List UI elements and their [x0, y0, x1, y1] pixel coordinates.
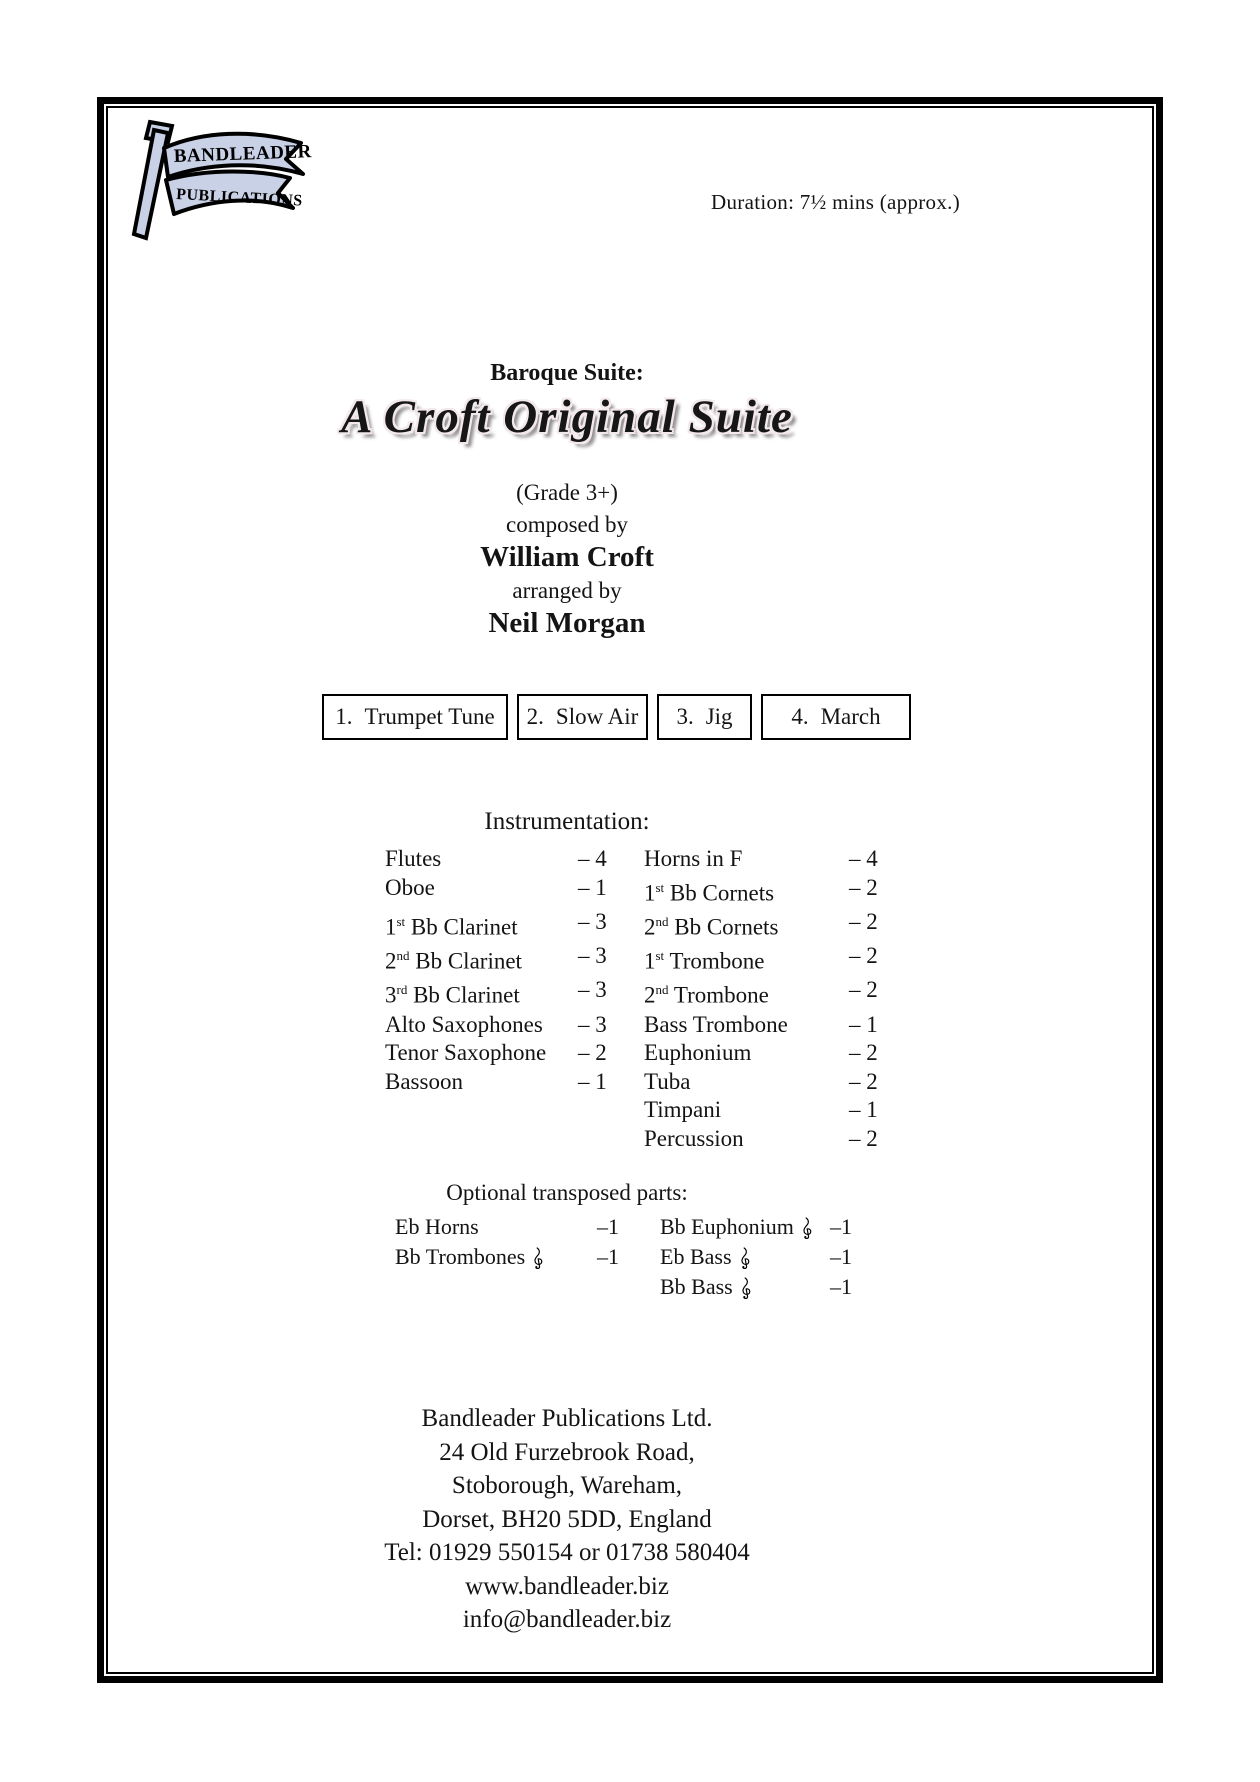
movement-box — [322, 694, 508, 740]
treble-clef-icon — [800, 1217, 812, 1239]
movement-box — [517, 694, 648, 740]
instrument-name — [385, 1125, 578, 1154]
instrument-name: 1st Trombone — [644, 948, 765, 974]
instrument-count: – 4 — [849, 846, 878, 871]
instrument-name: 1st Bb Clarinet — [385, 913, 518, 940]
optional-part-name: Bb Trombones — [395, 1242, 597, 1272]
instrument-count: – 3 — [578, 943, 607, 969]
instrument-count: – 4 — [578, 846, 607, 871]
optional-part-count: –1 — [597, 1244, 619, 1269]
instrument-count — [578, 1125, 644, 1154]
series-label: Baroque Suite: — [490, 360, 644, 386]
logo-banner-text: PUBLICATIONS — [175, 186, 304, 210]
ordinal-suffix: st — [655, 948, 665, 964]
instrument-count: – 2 — [849, 908, 878, 934]
instrument-count: – 1 — [849, 1011, 878, 1037]
movement-name: Slow Air — [555, 704, 639, 729]
composer-name: William Croft — [480, 541, 654, 573]
instrument-name — [385, 1096, 578, 1125]
movement-name: Jig — [705, 704, 733, 729]
instrument-name: 2nd Bb Clarinet — [385, 948, 522, 974]
ordinal-suffix: rd — [396, 982, 408, 998]
footer-line: 24 Old Furzebrook Road, — [439, 1438, 695, 1466]
movement-number: 4. — [791, 704, 809, 729]
instrument-name: Percussion — [644, 1125, 744, 1151]
instrument-name: 1st Bb Cornets — [644, 879, 775, 906]
instrument-count: – 1 — [578, 1068, 607, 1094]
movement-number: 3. — [676, 704, 694, 729]
optional-part-name — [395, 1272, 597, 1302]
instrument-count: – 2 — [849, 1040, 878, 1066]
footer-line: Bandleader Publications Ltd. — [421, 1405, 713, 1432]
instrument-name: Oboe — [385, 874, 435, 900]
instrument-name: 3rd Bb Clarinet — [385, 982, 520, 1008]
treble-clef-icon — [738, 1247, 750, 1269]
optional-parts-table — [395, 1212, 890, 1302]
footer-line: info@bandleader.biz — [462, 1606, 672, 1633]
duration-text: Duration: 7½ mins (approx.) — [711, 190, 960, 214]
publisher-footer — [97, 1402, 1037, 1637]
movement-box — [657, 694, 752, 740]
arranged-by-label: arranged by — [512, 578, 622, 603]
instrument-count: – 2 — [849, 874, 878, 900]
optional-part-name: Bb Euphonium — [660, 1212, 830, 1242]
instrument-count: – 2 — [849, 977, 878, 1003]
instrument-name: Bass Trombone — [644, 1011, 788, 1037]
optional-part-count: –1 — [830, 1274, 852, 1299]
movement-name: March — [820, 704, 881, 729]
ordinal-suffix: nd — [655, 913, 669, 929]
ordinal-suffix: st — [396, 913, 406, 929]
grade-label: (Grade 3+) — [516, 480, 618, 505]
instrument-name: Tenor Saxophone — [385, 1040, 547, 1066]
flag-pole — [134, 130, 168, 238]
instrument-name: Timpani — [644, 1097, 722, 1123]
logo-banner-text: BANDLEADER — [173, 141, 313, 167]
ordinal-suffix: st — [655, 879, 665, 895]
footer-line: Tel: 01929 550154 or 01738 580404 — [384, 1539, 750, 1566]
suite-title: A Croft Original Suite — [341, 391, 793, 443]
ordinal-suffix: nd — [396, 948, 410, 964]
optional-part-name: Bb Bass — [660, 1272, 830, 1302]
optional-part-count: –1 — [830, 1214, 852, 1239]
instrument-name: Horns in F — [644, 846, 743, 871]
instrument-count: – 3 — [578, 908, 607, 934]
optional-part-name: Eb Horns — [395, 1214, 479, 1239]
instrument-count: – 2 — [849, 943, 878, 969]
movement-list — [322, 694, 911, 740]
treble-clef-icon — [531, 1247, 543, 1269]
bandleader-logo — [118, 118, 318, 243]
movement-name: Trumpet Tune — [364, 704, 495, 729]
instrument-name: Euphonium — [644, 1040, 752, 1066]
instrument-name: Tuba — [644, 1068, 691, 1094]
instrument-count — [578, 1096, 644, 1125]
instrument-count: – 1 — [578, 874, 607, 900]
optional-parts-heading: Optional transposed parts: — [446, 1180, 688, 1205]
optional-part-count: –1 — [830, 1244, 852, 1269]
instrument-count: – 2 — [849, 1125, 878, 1151]
arranger-name: Neil Morgan — [488, 607, 646, 639]
instrument-name: Flutes — [385, 846, 442, 871]
optional-part-count — [597, 1272, 660, 1302]
ordinal-suffix: nd — [655, 982, 669, 998]
optional-part-count: –1 — [597, 1214, 619, 1239]
movement-box — [761, 694, 911, 740]
instrument-count: – 3 — [578, 1011, 607, 1037]
instrument-name: 2nd Trombone — [644, 982, 769, 1008]
instrument-name: Bassoon — [385, 1068, 463, 1094]
footer-line: Stoborough, Wareham, — [451, 1472, 683, 1499]
footer-line: Dorset, BH20 5DD, England — [422, 1505, 712, 1533]
optional-part-name: Eb Bass — [660, 1242, 830, 1272]
instrument-name: 2nd Bb Cornets — [644, 913, 779, 940]
instrumentation-heading: Instrumentation: — [484, 808, 650, 835]
instrument-count: – 2 — [578, 1040, 607, 1066]
composed-by-label: composed by — [505, 512, 628, 537]
instrument-count: – 3 — [578, 977, 607, 1003]
instrumentation-table — [385, 845, 919, 1154]
instrument-name: Alto Saxophones — [385, 1011, 543, 1037]
movement-number: 1. — [335, 704, 353, 729]
footer-line: www.bandleader.biz — [465, 1572, 669, 1600]
treble-clef-icon — [739, 1277, 751, 1299]
movement-number: 2. — [526, 704, 544, 729]
instrument-count: – 1 — [849, 1097, 878, 1123]
instrument-count: – 2 — [849, 1068, 878, 1094]
